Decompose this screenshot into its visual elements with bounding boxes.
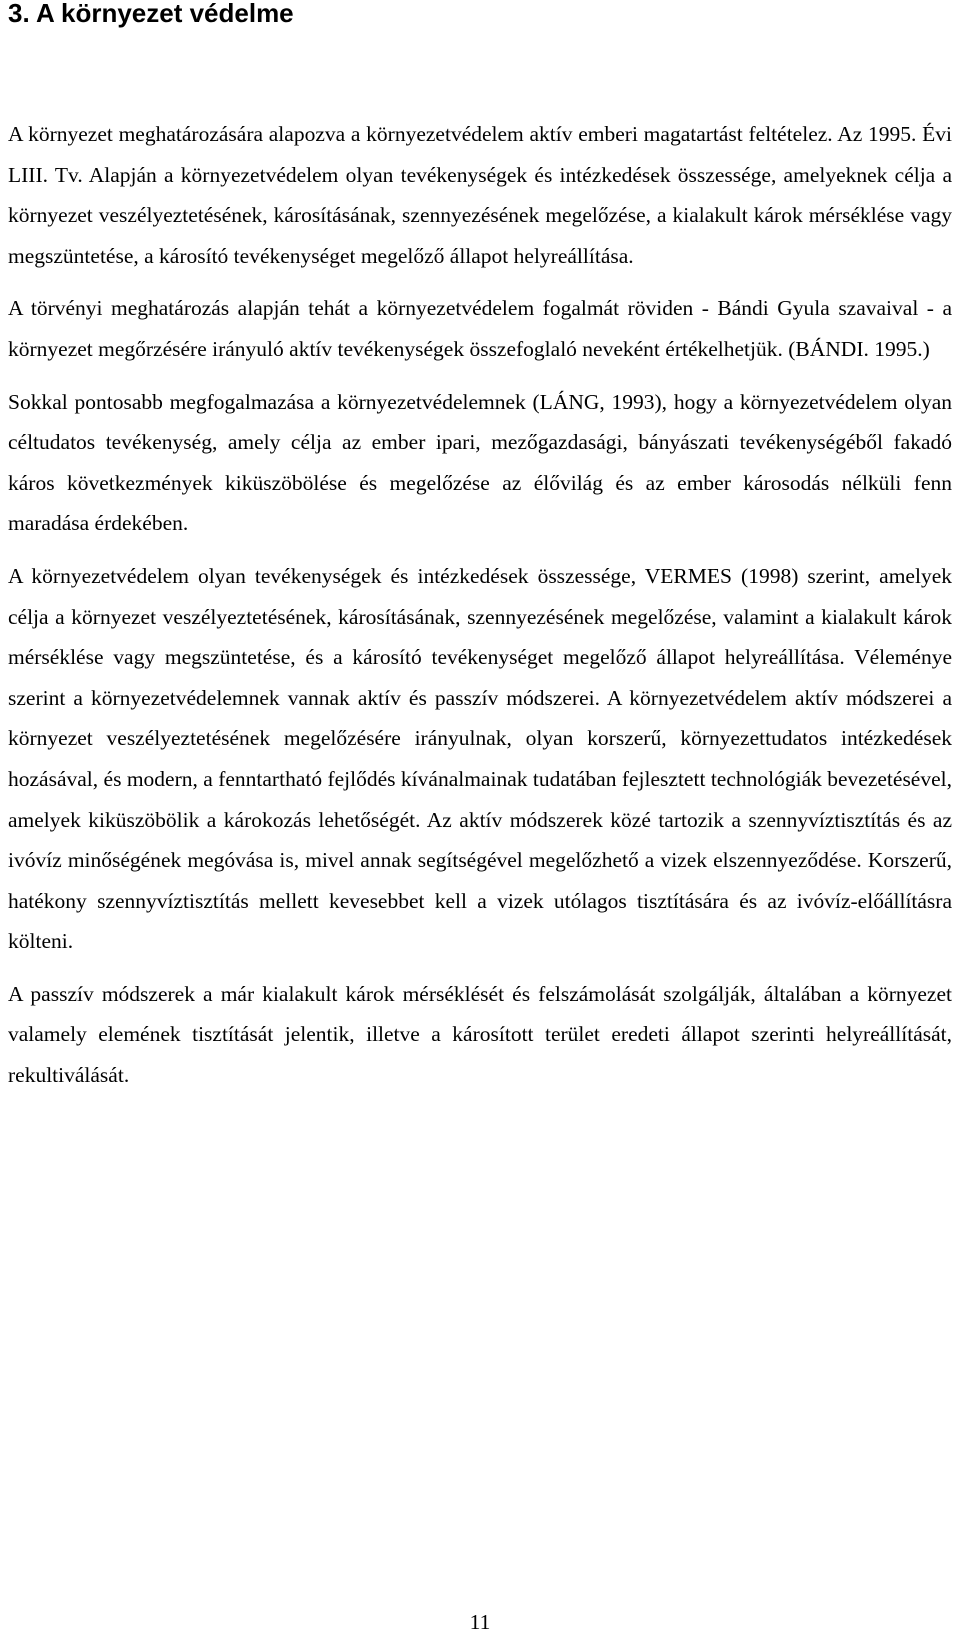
section-heading: 3. A környezet védelme <box>8 0 294 28</box>
paragraph-definition: A környezet meghatározására alapozva a környezetvédelem aktív emberi magatartást feltételez. Az 1995. Évi LIII. Tv. Alapján a környezetvédelem olyan tevékenységek és intézkedések összessége, amelyeknek célja a környezet veszélyeztetésének, károsításának, szennyezésének megelőzése, a kialakult károk mérséklése vagy megszüntetése, a károsító tevékenységet megelőző állapot helyreállítása. <box>8 122 952 268</box>
page-number: 11 <box>469 1610 491 1634</box>
body-text <box>8 114 952 1108</box>
paragraph-passive-methods: A passzív módszerek a már kialakult károk mérséklését és felszámolását szolgálják, általában a környezet valamely elemének tisztítását jelentik, illetve a károsított terület eredeti állapot szerinti helyreállítását, rekultiválását. <box>8 981 952 1088</box>
paragraph-vermes: A környezetvédelem olyan tevékenységek és intézkedések összessége, VERMES (1998) szerint, amelyek célja a környezet veszélyeztetésének, károsításának, szennyezésének megelőzése, valamint a kialakult károk mérséklése vagy megszüntetése, és a károsító tevékenységet megelőző állapot helyreállítása. Véleménye szerint a környezetvédelemnek vannak aktív és passzív módszerei. A környezetvédelem aktív módszerei a környezet veszélyeztetésének megelőzésére irányulnak, olyan korszerű, környezettudatos intézkedések hozásával, és modern, a fenntartható fejlődés kívánalmainak tudatában fejlesztett technológiák bevezetésével, amelyek kiküszöbölik a károkozás lehetőségét. Az aktív módszerek közé tartozik a szennyvíztisztítás és az ivóvíz minőségének megóvása is, mivel annak segítségével megelőzhető a vizek elszennyeződése. Korszerű, hatékony szennyvíztisztítás mellett kevesebbet kell a vizek utólagos tisztítására és az ivóvíz-előállításra költeni. <box>8 563 952 954</box>
paragraph-bandi: A törvényi meghatározás alapján tehát a környezetvédelem fogalmát röviden - Bándi Gyula szavaival - a környezet megőrzésére irányuló aktív tevékenységek összefoglaló neveként értékelhetjük. (BÁNDI. 1995.) <box>8 296 952 361</box>
paragraph-lang: Sokkal pontosabb megfogalmazása a környezetvédelemnek (LÁNG, 1993), hogy a környezetvédelem olyan céltudatos tevékenység, amely célja az ember ipari, mezőgazdasági, bányászati tevékenységéből fakadó káros következmények kiküszöbölése és megelőzése az élővilág és az ember károsodás nélküli fenn maradása érdekében. <box>8 389 952 536</box>
